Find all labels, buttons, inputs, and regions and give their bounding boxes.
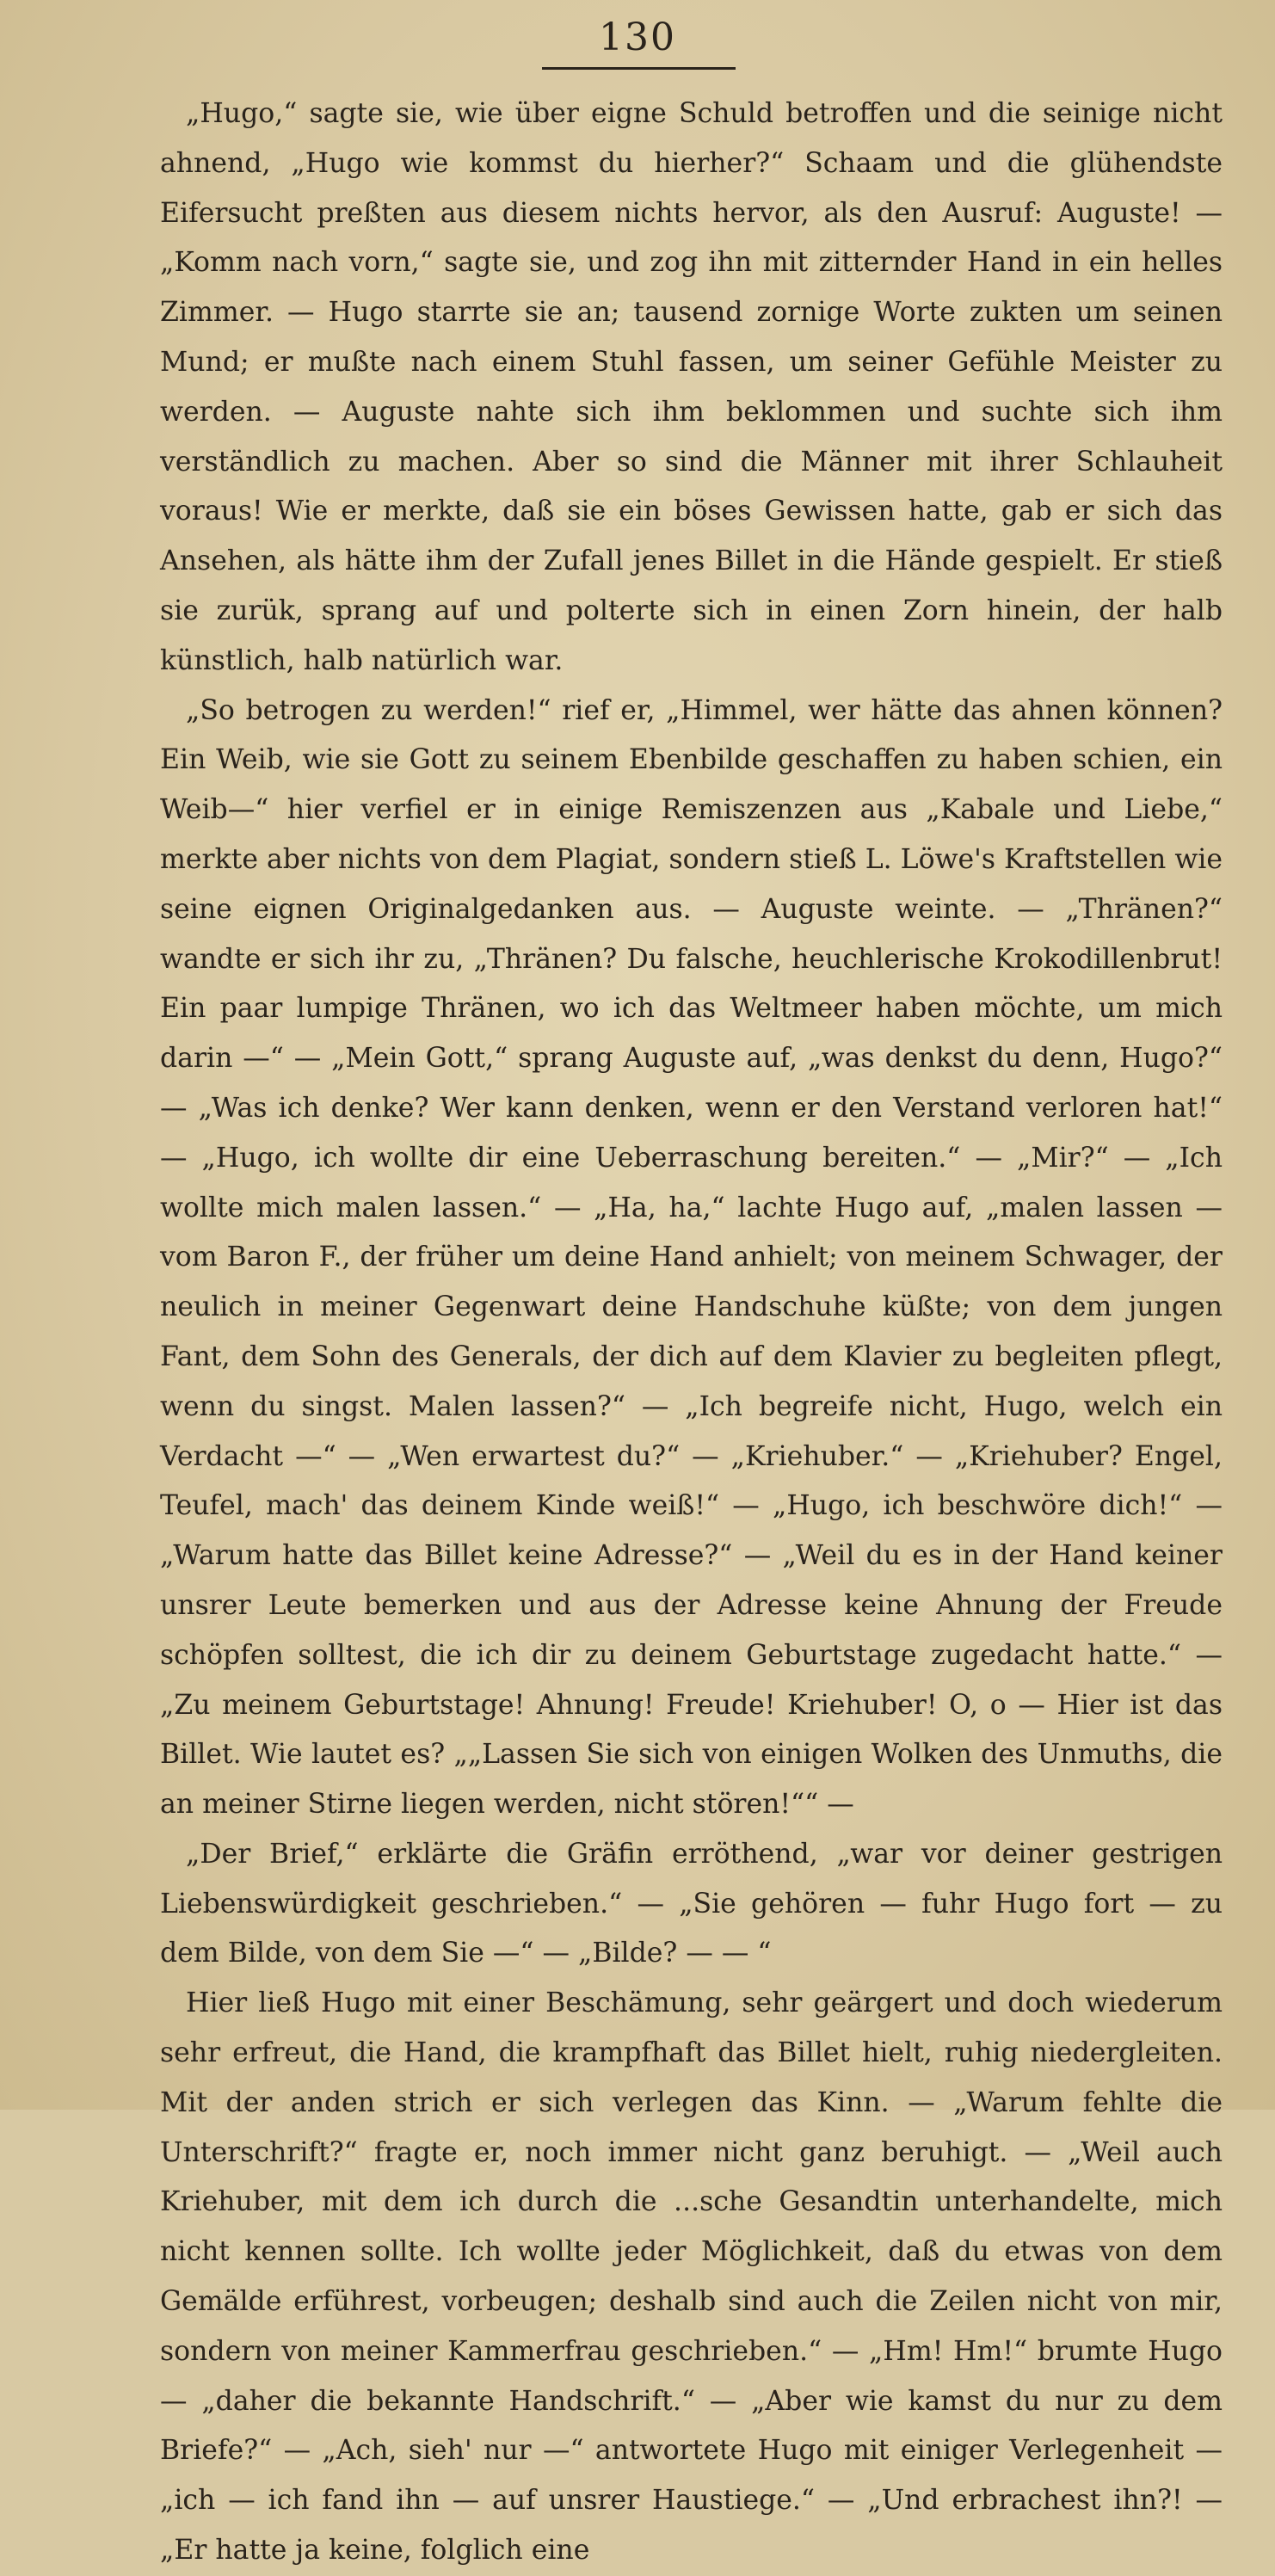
paragraph-1: „Hugo,“ sagte sie, wie über eigne Schuld betroffen und die seinige nicht ahnend, „Hugo wie kommst du hierher?“ Schaam und die glühendste Eifersucht preßten aus diesem nichts hervor, als den Ausruf: Auguste! — „Komm nach vorn,“ sagte sie, und zog ihn mit zitternder Hand in ein helles Zimmer. — Hugo starrte sie an; tausend zornige Worte zukten um seinen Mund; er mußte nach einem Stuhl fassen, um seiner Gefühle Meister zu werden. — Auguste nahte sich ihm beklommen und suchte sich ihm verständlich zu machen. Aber so sind die Männer mit ihrer Schlauheit voraus! Wie er merkte, daß sie ein böses Gewissen hatte, gab er sich das Ansehen, als hätte ihm der Zufall jenes Billet in die Hände gespielt. Er stieß sie zurük, sprang auf und polterte sich in einen Zorn hinein, der halb künstlich, halb natürlich war. [160,98,1223,676]
paragraph-4: Hier ließ Hugo mit einer Beschämung, sehr geärgert und doch wiederum sehr erfreut, die Hand, die krampfhaft das Billet hielt, ruhig niedergleiten. Mit der anden strich er sich verlegen das Kinn. — „Warum fehlte die Unterschrift?“ fragte er, noch immer nicht ganz beruhigt. — „Weil auch Kriehuber, mit dem ich durch die ...sche Gesandtin unterhandelte, mich nicht kennen sollte. Ich wollte jeder Möglichkeit, daß du etwas von dem Gemälde erführest, vorbeugen; deshalb sind auch die Zeilen nicht von mir, sondern von meiner Kammerfrau geschrieben.“ — „Hm! Hm!“ brumte Hugo — „daher die bekannte Handschrift.“ — „Aber wie kamst du nur zu dem Briefe?“ — „Ach, sieh' nur —“ antwortete Hugo mit einiger Verlegenheit — „ich — ich fand ihn — auf unsrer Haustiege.“ — „Und erbrachest ihn?! — „Er hatte ja keine, folglich eine [160,1987,1223,2567]
page-number: 130 [599,15,676,59]
body-text [160,89,1223,2576]
header-rule [542,67,736,70]
paragraph-2: „So betrogen zu werden!“ rief er, „Himmel, wer hätte das ahnen können? Ein Weib, wie sie Gott zu seinem Ebenbilde geschaffen zu haben schien, ein Weib—“ hier verfiel er in einige Remiszenzen aus „Kabale und Liebe,“ merkte aber nichts von dem Plagiat, sondern stieß L. Löwe's Kraftstellen wie seine eignen Originalgedanken aus. — Auguste weinte. — „Thränen?“ wandte er sich ihr zu, „Thränen? Du falsche, heuchlerische Krokodillenbrut! Ein paar lumpige Thränen, wo ich das Weltmeer haben möchte, um mich darin —“ — „Mein Gott,“ sprang Auguste auf, „was denkst du denn, Hugo?“ — „Was ich denke? Wer kann denken, wenn er den Verstand verloren hat!“ — „Hugo, ich wollte dir eine Ueberraschung bereiten.“ — „Mir?“ — „Ich wollte mich malen lassen.“ — „Ha, ha,“ lachte Hugo auf, „malen lassen — vom Baron F., der früher um deine Hand anhielt; von meinem Schwager, der neulich in meiner Gegenwart deine Handschuhe küßte; von dem jungen Fant, dem Sohn des Generals, der dich auf dem Klavier zu begleiten pflegt, wenn du singst. Malen lassen?“ — „Ich begreife nicht, Hugo, welch ein Verdacht —“ — „Wen erwartest du?“ — „Kriehuber.“ — „Kriehuber? Engel, Teufel, mach' das deinem Kinde weiß!“ — „Hugo, ich beschwöre dich!“ — „Warum hatte das Billet keine Adresse?“ — „Weil du es in der Hand keiner unsrer Leute bemerken und aus der Adresse keine Ahnung der Freude schöpfen solltest, die ich dir zu deinem Geburtstage zugedacht hatte.“ — „Zu meinem Geburtstage! Ahnung! Freude! Kriehuber! O, o — Hier ist das Billet. Wie lautet es? „„Lassen Sie sich von einigen Wolken des Unmuths, die an meiner Stirne liegen werden, nicht stören!““ — [160,694,1223,1821]
paragraph-3: „Der Brief,“ erklärte die Gräfin erröthend, „war vor deiner gestrigen Liebenswürdigkeit geschrieben.“ — „Sie gehören — fuhr Hugo fort — zu dem Bilde, von dem Sie —“ — „Bilde? — — “ [160,1838,1223,1969]
